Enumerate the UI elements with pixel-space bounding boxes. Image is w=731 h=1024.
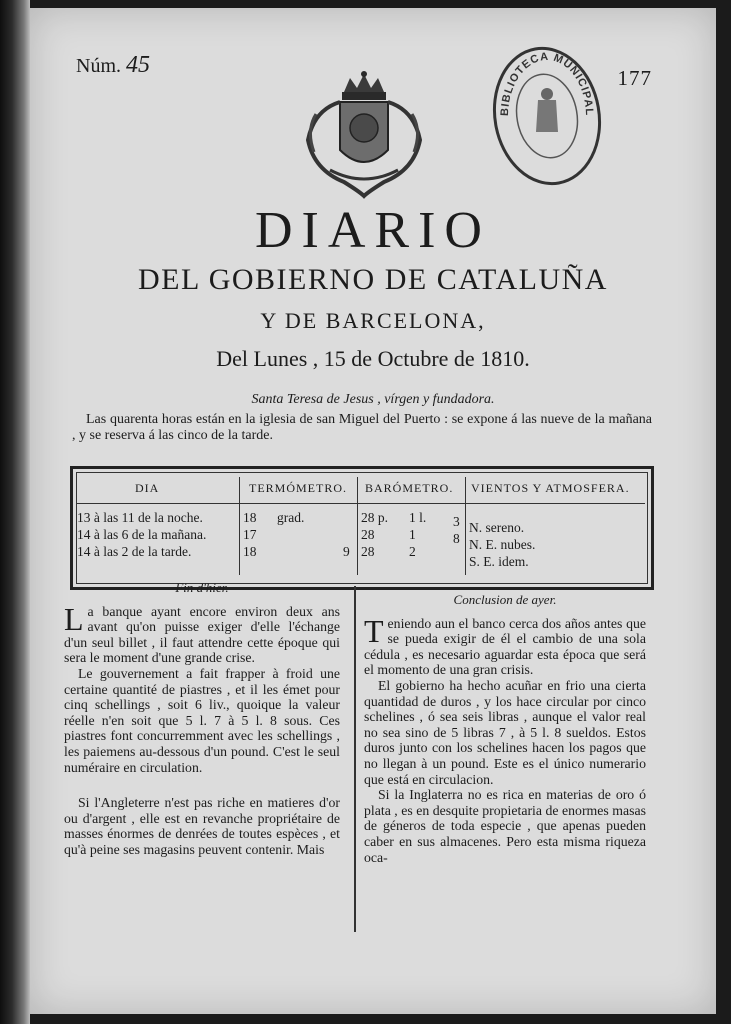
masthead-title: DIARIO [255, 202, 491, 259]
french-paragraph-3: Si l'Angleterre n'est pas riche en matieres d'or ou d'argent , elle est en revanche propriétaire de masses énormes de denrées de toutes espèces , et qu'à peine ses magasins peuvent contenir. Mais [64, 795, 340, 857]
row3-term-frac: 9 [343, 544, 350, 559]
spanish-column [364, 592, 646, 865]
row3-term: 18 [243, 544, 257, 559]
spanish-paragraph-2: El gobierno ha hecho acuñar en frio una cierta quantidad de duros , y los hace circular por cinco schelines , ó sea seis libras , aunque el valor real no sea sino de 5 libras 7 , à 5 l. 8 sueldos. Estos duros junto con los schelines hacen los pagos que no llegan à un pound. Este es el único numerario que está en circulacion. [364, 677, 646, 787]
saint-of-day: Santa Teresa de Jesus , vírgen y fundadora. [251, 392, 495, 407]
header-termometro: TERMÓMETRO. [249, 481, 347, 495]
row1-dia: 13 à las 11 de la noche. [77, 510, 203, 525]
french-paragraph-1: a banque ayant encore environ deux ans avant qu'on puisse exiger d'elle l'échange d'un seul billet , il faut attendre cette époque qui sera le moment d'une grande crise. [64, 603, 340, 666]
column-divider [354, 586, 356, 932]
row3-bar-lines: 2 [409, 544, 416, 559]
header-dia: DIA [135, 481, 160, 495]
weather-table [70, 466, 654, 590]
book-spine [0, 0, 30, 1024]
row2-bar-frac: 8 [453, 531, 460, 546]
french-column-title: Fin d'hier. [175, 580, 229, 595]
issue-number-value: 45 [126, 52, 150, 78]
library-stamp-icon [490, 42, 604, 190]
spanish-column-title: Conclusion de ayer. [453, 592, 557, 607]
french-drop-cap: L [64, 600, 84, 637]
row1-bar-lines: 1 l. [409, 510, 427, 525]
stamp-text: BIBLIOTECA MUNICIPAL [498, 50, 596, 117]
spanish-paragraph-3: Si la Inglaterra no es rica en materias de oro ó plata , es en desquite propietaria de enormes masas de géneros de toda especie , que apenas pueden caber en sus almacenes. Pero esta misma riqueza oca- [364, 787, 646, 865]
row1-term-unit: grad. [277, 510, 305, 525]
spanish-paragraph-1: eniendo aun el banco cerca dos años antes que se pueda exigir de él el cambio de una sola cédula , es necesario aguardar esta época que será el momento de una gran crisis. [364, 615, 646, 678]
newspaper-page [30, 8, 716, 1014]
page-number: 177 [617, 66, 652, 90]
row2-bar-lines: 1 [409, 527, 416, 542]
spanish-drop-cap: T [364, 612, 384, 649]
issue-date: Del Lunes , 15 de Octubre de 1810. [216, 346, 530, 371]
church-notice: Las quarenta horas están en la iglesia de san Miguel del Puerto : se expone á las nueve de la mañana , y se reserva á las cinco de la tarde. [72, 412, 652, 443]
row1-bar-frac: 3 [453, 514, 460, 529]
issue-number [76, 52, 150, 79]
row2-dia: 14 à las 6 de la mañana. [77, 527, 207, 542]
row3-bar: 28 [361, 544, 375, 559]
issue-number-label: Núm. [76, 55, 121, 77]
row1-term: 18 [243, 510, 257, 525]
masthead-subtitle: DEL GOBIERNO DE CATALUÑA [138, 263, 608, 296]
header-vientos: VIENTOS Y ATMOSFERA. [471, 481, 630, 495]
row3-dia: 14 à las 2 de la tarde. [77, 544, 192, 559]
row3-wind: S. E. idem. [469, 554, 529, 569]
row2-term: 17 [243, 527, 257, 542]
french-column [64, 580, 340, 858]
row2-wind: N. E. nubes. [469, 537, 536, 552]
row1-bar: 28 p. [361, 510, 388, 525]
row2-bar: 28 [361, 527, 375, 542]
header-barometro: BARÓMETRO. [365, 481, 454, 495]
masthead-city: Y DE BARCELONA, [260, 308, 486, 333]
royal-crest-icon [300, 70, 428, 202]
french-paragraph-2: Le gouvernement a fait frapper à froid une certaine quantité de piastres , et il les émet pour cinq schellings , soit 6 liv., quoique la valeur réelle n'en soit que 5 l. 7 à 5 l. 8 sous. Ces piastres font concurremment avec les schellings , les paiemens au-dessous d'un pound. C'est le seul numéraire en circulation. [64, 665, 340, 775]
row1-wind: N. sereno. [469, 520, 525, 535]
